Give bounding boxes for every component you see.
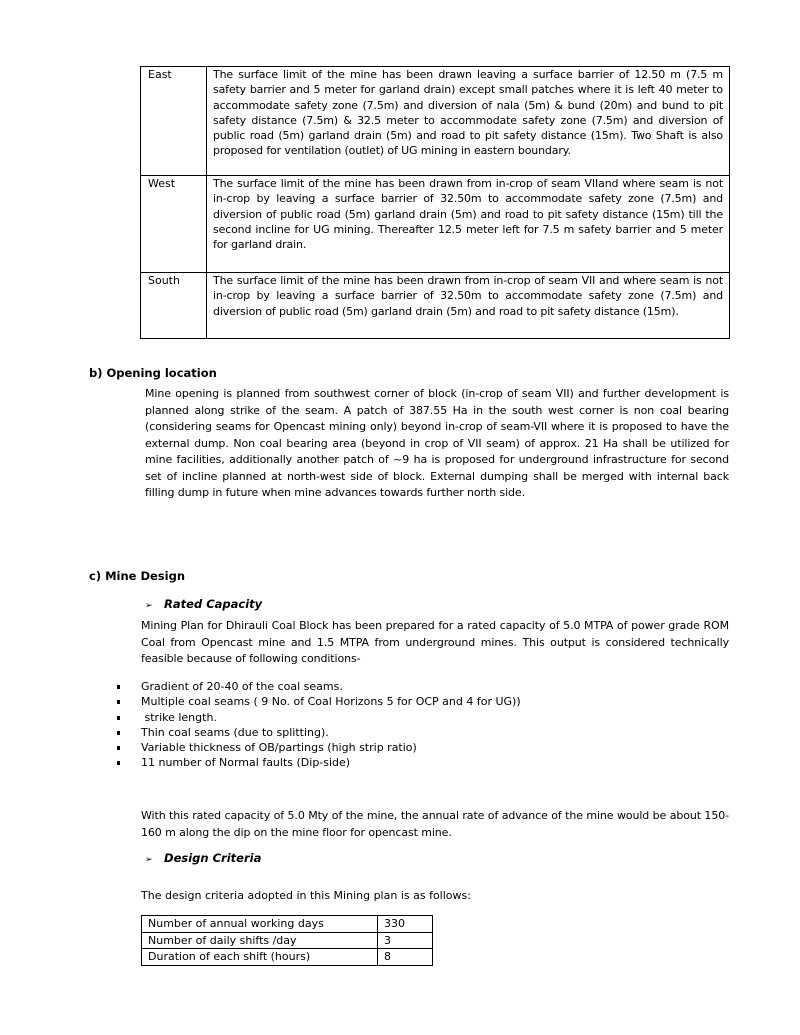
rated-capacity-paragraph: Mining Plan for Dhirauli Coal Block has been prepared for a rated capacity of 5.0 MTPA of power grade ROM Coal from Opencast mine and 1.5 MTPA from underground mines. This output is considered technically feasible because of following conditions- xyxy=(141,619,729,665)
description-cell: The surface limit of the mine has been drawn leaving a surface barrier of 12.50 m (7.5 m safety barrier and 5 meter for garland drain) except small patches where it is left 40 meter to accommodate safety zone (7.5m) and diversion of nala (5m) & bund (20m) and bund to pit safety distance (7.5m) & 32.5 meter to accommodate safety zone (7.5m) and diversion of public road (5m) garland drain (5m) and road to pit safety distance (15m). Two Shaft is also proposed for ventilation (outlet) of UG mining in eastern boundary. xyxy=(207,67,730,176)
condition-text: Variable thickness of OB/partings (high strip ratio) xyxy=(141,741,417,755)
design-criteria-intro: The design criteria adopted in this Mining plan is as follows: xyxy=(141,889,471,902)
table-row xyxy=(142,932,433,949)
table-row xyxy=(141,176,730,273)
direction-cell: South xyxy=(141,273,207,339)
rated-capacity-title: Rated Capacity xyxy=(164,597,263,611)
list-item xyxy=(112,679,521,694)
arrow-bullet-icon: ➢ xyxy=(145,855,153,865)
section-heading-mine-design: c) Mine Design xyxy=(89,569,186,583)
conditions-list xyxy=(112,679,521,771)
opening-paragraph: Mine opening is planned from southwest corner of block (in-crop of seam VII) and further development is planned along strike of the seam. A patch of 387.55 Ha in the south west corner is non coal bearing (considering seams for Opencast mining only) beyond in-crop of seam-VII where it is proposed to have the external dump. Non coal bearing area (beyond in crop of VII seam) of approx. 21 Ha shall be utilized for mine facilities, additionally another patch of ~9 ha is proposed for underground infrastructure for second set of incline planned at north-west side of block. External dumping shall be merged with internal back filling dump in future when mine advances towards further north side. xyxy=(145,387,729,499)
bullet-icon xyxy=(117,731,120,735)
table-row xyxy=(142,949,433,966)
design-criteria-title: Design Criteria xyxy=(164,851,262,865)
criteria-label: Duration of each shift (hours) xyxy=(142,949,378,966)
criteria-label: Number of annual working days xyxy=(142,916,378,933)
condition-text: Multiple coal seams ( 9 No. of Coal Horizons 5 for OCP and 4 for UG)) xyxy=(141,695,521,709)
advance-paragraph: With this rated capacity of 5.0 Mty of the mine, the annual rate of advance of the mine would be about 150-160 m along the dip on the mine floor for opencast mine. xyxy=(141,809,729,839)
bullet-icon xyxy=(117,761,120,765)
design-criteria-table xyxy=(141,915,433,966)
criteria-label: Number of daily shifts /day xyxy=(142,932,378,949)
list-item xyxy=(112,755,521,770)
table-row xyxy=(141,273,730,339)
condition-text: Thin coal seams (due to splitting). xyxy=(141,725,329,739)
condition-text: 11 number of Normal faults (Dip-side) xyxy=(141,756,351,770)
description-cell: The surface limit of the mine has been drawn from in-crop of seam VIIand where seam is not in-crop by leaving a surface barrier of 32.50m to accommodate safety zone (7.5m) and diversion of public road (5m) garland drain (5m) and road to pit safety distance (15m) till the second incline for UG mining. Thereafter 12.5 meter left for 7.5 m safety barrier and 5 meter for garland drain. xyxy=(207,176,730,273)
criteria-value: 330 xyxy=(378,916,433,933)
direction-cell: East xyxy=(141,67,207,176)
condition-text: Gradient of 20-40 of the coal seams. xyxy=(141,680,343,693)
section-heading-opening: b) Opening location xyxy=(89,366,217,380)
criteria-value: 8 xyxy=(378,949,433,966)
criteria-value: 3 xyxy=(378,932,433,949)
list-item xyxy=(112,725,521,740)
description-cell: The surface limit of the mine has been drawn from in-crop of seam VII and where seam is not in-crop by leaving a surface barrier of 32.50m to accommodate safety zone (7.5m) and diversion of public road (5m) garland drain (5m) and road to pit safety distance (15m). xyxy=(207,273,730,339)
bullet-icon xyxy=(117,746,120,750)
direction-cell: West xyxy=(141,176,207,273)
design-criteria-subheading xyxy=(145,851,261,865)
condition-text: strike length. xyxy=(141,710,217,724)
bullet-icon xyxy=(117,716,120,720)
list-item xyxy=(112,740,521,755)
list-item xyxy=(112,694,521,709)
table-row xyxy=(141,67,730,176)
arrow-bullet-icon: ➢ xyxy=(145,601,153,611)
list-item xyxy=(112,710,521,725)
bullet-icon xyxy=(117,700,120,704)
surface-limits-table xyxy=(140,66,730,339)
table-row xyxy=(142,916,433,933)
rated-capacity-subheading xyxy=(145,597,262,611)
bullet-icon xyxy=(117,685,120,689)
